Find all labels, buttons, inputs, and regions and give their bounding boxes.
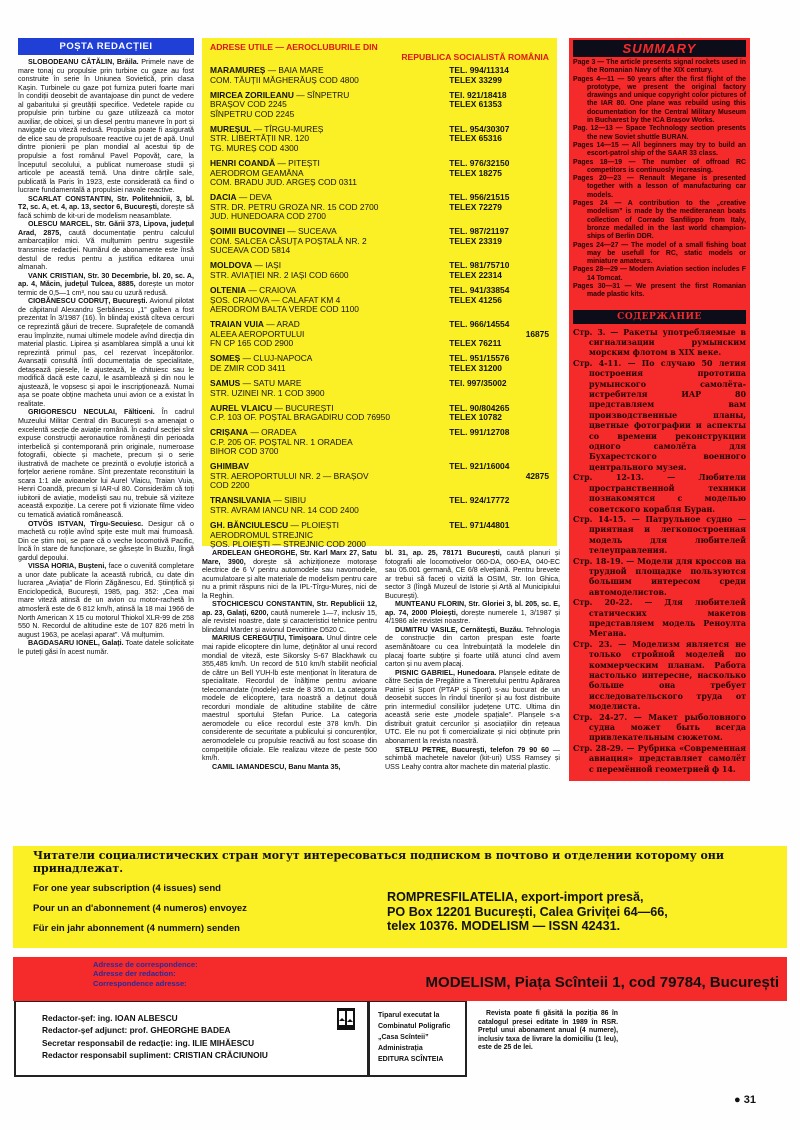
aeroclub-phone: TELEX 72279 (449, 201, 502, 212)
aeroclub-city: — PLOIEȘTI (288, 520, 339, 531)
print-line: Tiparul executat la (378, 1012, 440, 1019)
aeroclub-name: DACIA (210, 192, 237, 203)
aeroclub-address-line: JUD. HUNEDOARA COD 2700 (210, 211, 326, 222)
reader-letter (18, 58, 194, 195)
letter-author: OLESCU MARCEL, Str. Gării 373, Lipova, județul Arad, 2875, (18, 220, 194, 237)
aeroclub-entry (210, 227, 549, 256)
reader-letter (202, 634, 377, 762)
posta-redactiei-header: POȘTA REDACȚIEI (18, 38, 194, 55)
russian-contents-list (573, 328, 746, 775)
subscription-line-de: Für ein jahr abonnement (4 nummern) senden (33, 923, 240, 934)
aeroclub-address-line: STR. AVIAȚIEI NR. 2 IAȘI COD 6600 (210, 270, 349, 281)
aeroclub-entry (210, 193, 549, 222)
aeroclub-name: HENRI COANDĂ (210, 157, 276, 168)
aeroclub-entry (210, 354, 549, 373)
aeroclub-name: SAMUS (210, 377, 241, 388)
letter-text: dorește un motor termic de 0,5—1 cm³, nou sau cu uzură redusă. (18, 280, 194, 297)
aeroclub-address-line: BRAȘOV COD 2245 (210, 99, 287, 110)
aeroclub-address-line: COM. SALCEA CĂSUȚA POȘTALĂ NR. 2 (210, 235, 367, 246)
summary-item: Page 3 — The article presents signal rockets used in the Romanian Navy of the XIX century. (573, 59, 746, 75)
aeroclub-entry (210, 125, 549, 154)
aeroclub-name: OLTENIA (210, 285, 247, 296)
aeroclub-address (210, 521, 449, 550)
aeroclub-phone: TELEX 22314 (449, 270, 502, 281)
letter-text: caută documentație pentru calculul ambarcațiilor mici. Vă mulțumim pentru sugestiile transmise redacției. Numărul de abonamente este însă destul de redus pentru a justifica editarea unui almanah. (18, 228, 194, 272)
aeroclub-phone: TEl. 921/18418 (449, 89, 507, 100)
aeroclub-phone: TEL. 981/75710 (449, 260, 510, 271)
aeroclub-phone: TELEX 18275 (449, 167, 502, 178)
reader-letter (202, 763, 377, 772)
page-number: ● 31 (734, 1094, 756, 1106)
reader-letter (202, 549, 377, 600)
aeroclub-contacts (449, 159, 549, 188)
addresses-title-line1: ADRESE UTILE — AEROCLUBURILE DIN (210, 42, 378, 52)
correspondence-label: Adresse der redaction: (93, 969, 176, 979)
aeroclub-city: — DEVA (236, 192, 272, 203)
summary-item: Pag. 12—13 — Space Technology section presents the new Soviet shuttle BURAN. (573, 125, 746, 141)
aeroclub-address-line: ȘOS. PLOIEȘTI — STREJNIC COD 2000 (210, 539, 366, 550)
russian-contents-item: Стр. 3. — Ракеты употребляемые в сигнализации румынским морским флотом в XIX веке. (573, 327, 746, 358)
reader-letter (385, 626, 560, 669)
aeroclub-contacts (449, 91, 549, 120)
aeroclub-contacts (449, 227, 549, 256)
aeroclub-contacts (449, 66, 549, 85)
aeroclub-contacts (449, 125, 549, 154)
aeroclub-address (210, 66, 449, 85)
aeroclub-phone: 42875 (525, 470, 549, 481)
aeroclub-phone: TEL. 991/12708 (449, 427, 510, 438)
aeroclub-address-line: AERODROM BALTA VERDE COD 1100 (210, 304, 359, 315)
addresses-title-line2: REPUBLICA SOCIALISTĂ ROMÂNIA (401, 52, 549, 62)
aeroclub-address (210, 193, 449, 222)
letter-author: SCARLAT CONSTANTIN, Str. Politehnicii, 3, bl. T2, sc. A, et. 4, ap. 13, sector 6, București, (18, 194, 194, 212)
aeroclub-address-line: STR. DR. PETRU GROZA NR. 15 COD 2700 (210, 201, 379, 212)
print-line: Combinatul Poligrafic (378, 1023, 451, 1030)
summary-item: Pages 28—29 — Modern Aviation section includes F 14 Tomcat. (573, 266, 746, 282)
aeroclub-address (210, 428, 449, 457)
aeroclub-phone: TELEX 76211 (449, 338, 502, 349)
aeroclub-name: MIRCEA ZORILEANU (210, 89, 294, 100)
aeroclub-name: CRIȘANA (210, 427, 249, 438)
aeroclub-name: GH. BĂNCIULESCU (210, 520, 289, 531)
aeroclub-entry (210, 428, 549, 457)
aeroclub-entry (210, 66, 549, 85)
aeroclub-name: MUREȘUL (210, 123, 252, 134)
letter-text: Primele nave de mare tonaj cu propulsie prin turbine cu gaze au fost construite în serie în Uniunea Sovietică, prin clasa Kașin. Turbinele cu gaze pot furniza puteri foarte mari în condiții deosebit de avantajoase din punct de vedere al gabaritului și greutății specifice. Vedetele rapide cu propulsie prin turbine cu gaze utilizează ca motor auxiliar, de obicei, și un diesel pentru manevre în port și navigație cu viteză redusă. Propulsia poate fi asigurată de elice sau de propulsoare reactive cu jet de apă. Unul dintre pionierii pe plan mondial al acestui tip de propulsie a fost românul Pavel Popovăț, care, la începutul secolului, a publicat numeroase studii și articole pe această temă. Una dintre cărțile sale, publicată la Paris în 1923, este considerată ca fiind o lucrare fundamentală a propulsiei navale reactive. (18, 58, 194, 195)
correspondence-label: Adresse de correspondence: (93, 960, 198, 969)
aeroclub-city: — SATU MARE (240, 377, 302, 388)
aeroclub-phone: TEl. 997/35002 (449, 377, 507, 388)
aeroclub-name: ȘOIMII BUCOVINEI (210, 226, 285, 237)
print-line: EDITURA SCÎNTEIA (378, 1056, 444, 1063)
letter-author: OTVÖS ISTVAN, Tîrgu-Secuiesc. (28, 519, 144, 528)
aeroclub-phone: TEL. 987/21197 (449, 226, 509, 237)
aeroclub-phone: TEL. 976/32150 (449, 157, 510, 168)
russian-contents-item: Стр. 4-11. — По случаю 50 летия построения прототипа румынского самолёта-истребителя ИАР 80 представляем вам производственные планы, цветные фотографии и аспекты со времени реконструкции одного самолёта для Бухарестского военного центрального музея. (573, 358, 746, 472)
aeroclub-address-line: C.P. 103 OF. POȘTAL BRAGADIRU COD 76950 (210, 412, 390, 423)
aeroclub-address-line: FN CP 165 COD 2900 (210, 338, 294, 349)
letter-author: DUMITRU VASILE, Cernătești, Buzău. (395, 625, 524, 634)
aeroclub-contacts (449, 428, 549, 457)
printing-info-box (369, 1001, 467, 1077)
letter-author: VISSA HORIA, Bușteni, (28, 562, 107, 571)
reader-letter (385, 600, 560, 626)
reader-letter (18, 639, 194, 656)
reader-letter (18, 272, 194, 298)
aeroclub-address-line: SUCEAVA COD 5814 (210, 245, 291, 256)
aeroclub-contacts (449, 193, 549, 222)
aeroclub-address (210, 91, 449, 120)
aeroclub-phone: TEL. 941/33854 (449, 285, 510, 296)
aeroclub-phone: TELEX 10782 (449, 412, 502, 423)
russian-contents-header: СОДЕРЖАНИЕ (573, 310, 746, 324)
subscription-line-fr: Pour un an d'abonnement (4 numeros) envoyez (33, 903, 247, 914)
aeroclub-contacts (449, 261, 549, 280)
aeroclub-address-line: TG. MUREȘ COD 4300 (210, 142, 299, 153)
aeroclub-phone: TELEX 31200 (449, 362, 502, 373)
letter-text: — schimbă machetele navelor (kit-uri) USS Ramsey și USS Leahy contra altor machete din material plastic. (385, 745, 560, 771)
subscription-address-line: telex 10376. MODELISM — ISSN 42431. (387, 919, 621, 933)
aeroclub-city: — SIBIU (271, 495, 307, 506)
letter-author: GRIGORESCU NECULAI, Fălticeni. (28, 408, 155, 417)
summary-item: Pages 14—15 — All beginners may try to build an escort-patrol ship of the SAAR 33 class. (573, 141, 746, 158)
aeroclub-address (210, 496, 449, 515)
aeroclub-list (210, 66, 549, 550)
summary-item: Pages 4—11 — 50 years after the first flight of the prototype, we present the original factory drawings and unique copyright color pictures of the IAR 80. One plane was rebuild using this documentation for the Central Military Museum in Bucharest by the ICA Brașov Works. (573, 75, 746, 125)
subscription-line-en: For one year subscription (4 issues) send (33, 883, 221, 894)
aeroclub-address (210, 379, 449, 398)
letter-author: SLOBODEANU CĂTĂLIN, Brăila. (28, 58, 139, 66)
aeroclub-phone: TEL. 954/30307 (449, 123, 510, 134)
letter-author: bl. 31, ap. 25, 78171 București, (385, 549, 502, 557)
russian-contents-item: Стр. 12-13. — Любители пространственной техники познакомятся с моделью советского корабля Буран. (573, 473, 746, 514)
summary-item: Pages 20—23 — Renault Megane is presented together with a lesson of manufacturing car models. (573, 175, 746, 199)
summary-item: Pages 30—31 — We present the first Romanian made plastic kits. (573, 283, 746, 299)
aeroclub-phone: TEL. 90/804265 (449, 402, 510, 413)
aeroclub-contacts (449, 404, 549, 423)
supplement-editor: Redactor responsabil supliment: CRISTIAN CRĂCIUNOIU (42, 1049, 268, 1060)
mid-letters-column-2 (385, 549, 560, 771)
aeroclub-phone: TELEX 41256 (449, 294, 502, 305)
book-logo-icon (337, 1008, 355, 1030)
aeroclub-address (210, 320, 449, 349)
aeroclub-entry (210, 320, 549, 349)
aeroclub-city: — IAȘI (252, 260, 282, 271)
aeroclub-phone: TELEX 61353 (449, 99, 502, 110)
editorial-staff-box (14, 1001, 369, 1077)
aeroclub-city: — ARAD (263, 319, 300, 330)
aeroclub-address-line: STR. AEROPORTULUI NR. 2 — BRAȘOV (210, 470, 369, 481)
aeroclub-name: GHIMBAV (210, 461, 249, 472)
aeroclub-city: — BUCUREȘTI (272, 402, 334, 413)
print-line: „Casa Scînteii” (378, 1034, 429, 1041)
russian-contents-item: Стр. 23. — Моделизм является не только стройной моделей по коммерческим планам. Работа настолько интересне, насколько больше она требует исследовательского труда от моделиста. (573, 639, 746, 712)
subscription-language-lines (33, 883, 247, 943)
reader-letter (18, 520, 194, 563)
correspondence-label: Correspondence adresse: (93, 978, 187, 988)
aeroclub-name: SOMEȘ (210, 353, 241, 364)
aeroclub-address-line: COD 2200 (210, 480, 250, 491)
russian-contents-item: Стр. 28-29. — Рубрика «Современная авиация» представляет самолёт с перемённой геометрией ф 14. (573, 743, 746, 774)
aeroclub-address (210, 354, 449, 373)
aeroclub-city: — TÎRGU-MUREȘ (251, 123, 324, 134)
letter-author: VANK CRISTIAN, Str. 30 Decembrie, bl. 20, sc. A, ap. 4, Măcin, județul Tulcea, 8885, (18, 271, 194, 289)
aeroclub-city: — SÎNPETRU (293, 89, 350, 100)
aeroclub-entry (210, 159, 549, 188)
letter-text: În cadrul Muzeului Militar Central din București s-a amenajat o excelentă secție de aviație română. În cadrul secției sînt expuse construcții aeronautice românești din perioada interbelică și contemporană prin originale, numeroase fotografii, obiecte și machete, precum și o serie ilustrativă de machete ce prezintă o evoluție istorică a forțelor aeriene române. Sînt prezentate reconstituiri la scara 1:1 ale avioanelor lui Aurel Vlaicu, Traian Vuia, Henri Coandă, precum și IAR-ul 80. Considerăm că toți iubitorii de aviație, modeliști sau nu, trebuie să viziteze această expoziție. La cerere pot fi vizionate filme video cu tematică aviatică românească. (18, 408, 194, 519)
reader-letter (18, 195, 194, 221)
aeroclub-address (210, 261, 449, 280)
letter-author: ARDELEAN GHEORGHE, Str. Karl Marx 27, Satu Mare, 3900, (202, 549, 377, 566)
aeroclub-phone: TELEX 23319 (449, 235, 502, 246)
summary-item: Pages 24 — A contribution to the „creative modelism” is made by the mediteranean boats collection of Corrado Sanfilippo from Italy, bronze medalled in the last world champion-ships of Berlin DDR. (573, 200, 746, 241)
reader-letter (18, 297, 194, 408)
subscription-band (13, 846, 787, 948)
subscription-address-line: ROMPRESFILATELIA, export-import presă, (387, 890, 644, 904)
letter-text: caută numerele 1—7, inclusiv 15, ale revistei noastre, date și caracteristici tehnice pentru blindatul Marder și avionul Devoittine D520 C. (202, 608, 377, 634)
letter-text: dorește numerele 1, 3/1987 și 4/1986 ale revistei noastre. (385, 608, 561, 626)
letter-text: dorește să achiziționeze motorașe electrice de 6 V pentru automodele sau navomodele, acumulatoare și alte materiale de modelism pentru care nu a primit răspuns nici de la IPL-Tîrgu-Mureș, nici de la Reghin. (202, 557, 377, 600)
aeroclub-phone: TEL. 971/44801 (449, 520, 510, 531)
letter-text: Toate datele solicitate le puteți găsi în acest număr. (18, 639, 194, 656)
summary-column (569, 38, 750, 781)
aeroclub-contacts (449, 320, 549, 349)
correspondence-address: MODELISM, Piața Scînteii 1, cod 79784, București (425, 974, 779, 991)
deputy-editor: Redactor-șef adjunct: prof. GHEORGHE BADEA (42, 1025, 231, 1036)
aeroclub-address-line: AERODROMUL STREJNIC (210, 529, 313, 540)
aeroclub-contacts (449, 462, 549, 491)
aeroclub-city: — CLUJ-NAPOCA (240, 353, 313, 364)
posta-redactiei-column (18, 38, 194, 656)
aeroclub-entry (210, 404, 549, 423)
summary-item: Pages 18—19 — The number of offroad RC competitors is continuosly increasing. (573, 158, 746, 174)
aeroclub-address-line: AERODROM GEAMĂNA (210, 167, 304, 178)
subscription-russian-note: Читатели социалистических стран могут интересоваться подписком в почтово и отделении которому они принадлежат. (33, 849, 724, 875)
letter-author: STOCHICESCU CONSTANTIN, Str. Republicii 12, ap. 23, Galați, 6200, (202, 600, 377, 617)
russian-contents-item: Стр. 24-27. — Макет рыболовного судна может быть всегда привлекательным сюжетом. (573, 712, 746, 743)
aeroclub-address-line: STR. UZINEI NR. 1 COD 3900 (210, 387, 325, 398)
aeroclub-entry (210, 286, 549, 315)
aeroclub-address (210, 227, 449, 256)
aeroclub-entry (210, 521, 549, 550)
aeroclub-city: — BAIA MARE (265, 65, 324, 75)
reader-letter (385, 746, 560, 772)
letter-text: Planșele editate de către Secția de Pregătire a Tineretului pentru Apărarea Patriei și Sport (PTAP și Sport) s-au bucurat de un deosebit succes în rîndul tinerilor și au fost distribuite prin intermediul consiliilor județene UTC. Ultima din această serie este „modele spațiale”. Planșele s-a distribuit gratuit cercurilor și asociațiilor din rețeaua UTC. Ele nu pot fi comercializate și nici obținute prin abonament la revista noastră. (385, 668, 560, 746)
aeroclub-address-line: BIHOR COD 3700 (210, 446, 279, 457)
summary-item: Pages 24—27 — The model of a small fishing boat may be usefull for RC, static models or miniature amateurs. (573, 241, 746, 266)
russian-contents-item: Стр. 20-22. — Для любителей статических макетов представляем модель Реноулта Мегана. (573, 598, 746, 639)
aeroclub-address-line: SÎNPETRU COD 2245 (210, 108, 295, 119)
aeroclub-phone: TELEX 33299 (449, 74, 502, 85)
aeroclub-addresses-box (202, 38, 557, 550)
mid-letters-column-1 (202, 549, 377, 771)
correspondence-labels (93, 960, 198, 1001)
print-line: Administrația (378, 1045, 423, 1052)
letter-author: BAGDASARU IONEL, Galați. (28, 639, 124, 648)
summary-header: SUMMARY (573, 40, 746, 57)
aeroclub-address-line: DE ZMIR COD 3411 (210, 362, 286, 373)
letter-author: PISNIC GABRIEL, Hunedoara. (395, 668, 497, 677)
aeroclub-phone: TEL. 924/17772 (449, 495, 510, 506)
aeroclub-city: — CRAIOVA (246, 285, 297, 296)
aeroclub-address (210, 159, 449, 188)
summary-list (573, 59, 746, 300)
subscription-address (387, 883, 767, 943)
aeroclub-address (210, 462, 449, 491)
aeroclub-phone: TEL. 966/14554 (449, 319, 510, 330)
reader-letter (202, 600, 377, 634)
aeroclub-address-line: ȘOS. CRAIOVA — CALAFAT KM 4 (210, 294, 341, 305)
aeroclub-address-line: C.P. 205 OF. POȘTAL NR. 1 ORADEA (210, 436, 353, 447)
letter-text: dorește să facă schimb de kit-uri de modelism neasamblate. (18, 203, 194, 220)
editor-in-chief: Redactor-șef: ing. IOAN ALBESCU (42, 1013, 178, 1023)
aeroclub-phone: TEL. 921/16004 (449, 461, 510, 472)
aeroclub-address-line: STR. AVRAM IANCU NR. 14 COD 2400 (210, 505, 359, 516)
aeroclub-phone: 16875 (525, 328, 549, 339)
aeroclub-entry (210, 496, 549, 515)
aeroclub-name: TRANSILVANIA (210, 495, 272, 506)
aeroclub-address-line: STR. LIBERTĂȚII NR. 120 (210, 133, 309, 144)
subscription-price-note: Revista poate fi găsită la poziția 86 în catalogul presei editate în 1989 în RSR. Prețul unui abonament anual (4 numere), inclusiv taxa de livrare la domiciliu (1 leu), este de 25 de lei. (478, 1010, 618, 1052)
aeroclub-address (210, 404, 449, 423)
aeroclub-phone: TEL. 951/15576 (449, 353, 510, 364)
reader-letter (18, 220, 194, 271)
letter-text: Tehnologia de construcție din carton prespan este foarte asemănătoare cu cea întrebuințată la modelele din placaj foarte subțire și foarte utilă atunci cînd avem carton și nu avem placaj. (385, 625, 560, 669)
subscription-address-line: PO Box 12201 București, Calea Griviței 64—66, (387, 904, 668, 919)
aeroclub-name: MARAMUREȘ (210, 65, 266, 75)
russian-contents-item: Стр. 18-19. — Модели для кроссов на трудной площадке пользуются большим интересом среди автомоделистов. (573, 556, 746, 597)
aeroclub-name: TRAIAN VUIA (210, 319, 264, 330)
letter-text: Desigur că o machetă cu roțile avînd spițe este mult mai frumoasă. Din ce știm noi, se pare că o veche locomotivă Pacific, încă în stare de funcționare, se găsește în Buzău, lîngă gardul depoului. (18, 519, 195, 562)
aeroclub-city: — SUCEAVA (284, 226, 337, 237)
aeroclub-phone: TEL. 956/21515 (449, 192, 510, 203)
reader-letter (385, 549, 560, 600)
letter-author: MUNTEANU FLORIN, Str. Gloriei 3, bl. 205, sc. E, ap. 74, 2000 Ploiești, (385, 600, 560, 617)
letter-author: MARIUS CEREGUȚIU, Timișoara. (212, 634, 325, 643)
aeroclub-contacts (449, 496, 549, 515)
aeroclub-contacts (449, 521, 549, 550)
aeroclub-phone: TEL. 994/11314 (449, 65, 509, 75)
letter-author: STELU PETRE, București, telefon 79 90 60 (395, 745, 549, 754)
aeroclub-entry (210, 91, 549, 120)
reader-letter (18, 408, 194, 519)
letter-text: face o cuvenită completare a unor date publicate la această rubrică, cu date din lucrarea „Aviația” de Florin Zăgănescu, Ed. Științifică și Enciclopedică, București, 1985, pag. 352: „Cea mai mare viteză atinsă de un avion cu motor-rachetă în atmosferă este de 6 812 km/h, atinsă la 18 mai 1966 de North American X 15 cu motorul Thiokol XLR-99 de 258 550 N. Recordul de altitudine este de 107 826 metri în august 1963, pe același aparat”. Vă mulțumim. (18, 562, 195, 639)
reader-letter (18, 562, 194, 639)
aeroclub-contacts (449, 286, 549, 315)
posta-letters-list (18, 58, 194, 656)
aeroclub-name: MOLDOVA (210, 260, 253, 271)
aeroclub-address (210, 286, 449, 315)
aeroclub-address (210, 125, 449, 154)
aeroclub-contacts (449, 379, 549, 398)
mid-letters (202, 549, 560, 771)
correspondence-band (13, 957, 787, 1001)
letter-text: Avionul pilotat de căpitanul Alexandru Șerbănescu „1” galben a fost prezentat în 3/1987 (16). În blindaj există cîteva cercuri ce reprezintă găuri de trecere. Suprafețele de comandă erau împînzite, numai ultimele modele avînd direcția din material plastic. Lipirea și asamblarea simplă a unui kit reprezintă primul pas, cel rezervat începătorilor. Avansații consultă întîi documentația de specialitate, detașează piesele, le ajustează, le chituiesc sau le modifică dacă este cazul, le asamblează și din nou le ajustează, le vopsesc și apoi le inscripționează. Numai așa se poate obține macheta unui avion ce a existat în realitate. (18, 297, 194, 408)
aeroclub-entry (210, 379, 549, 398)
letter-text: Unul dintre cele mai rapide elicoptere din lume, deținător al unui record mondial de viteză, este Sikorsky S-67 Blackhawk cu 355,485 km/h. Un record de 510 km/h stabilit neoficial de către un Bell YUH-lb este menționat în literatura de specialitate. Recordul de înălțime pentru avioane telecomandate (modele) este de 8 350 m. La categoria modele de elicoptere, țara noastră a deținut două recorduri mondiale de altitudine stabilite de către maestrul sportului Ștefan Purice. La categoria aeromodele cu elice recordul este 378 km/h. Din considerente de securitate a publicului și concurenților, aeromodelele cu propulsie reactivă au fost scoase din competițiile oficiale. Ele realizau viteze de peste 500 km/h. (202, 634, 377, 763)
letter-author: CIOBĂNESCU CODRUȚ, București. (28, 297, 148, 306)
aeroclub-phone: TELEX 65316 (449, 133, 502, 144)
letter-author: CAMIL IAMANDESCU, Banu Manta 35, (212, 762, 341, 771)
aeroclub-entry (210, 462, 549, 491)
russian-contents-item: Стр. 14-15. — Патрульное судно — приятная и легкопостроенная модель для любителей телеуправления. (573, 514, 746, 556)
aeroclub-entry (210, 261, 549, 280)
aeroclub-contacts (449, 354, 549, 373)
letter-text: caută planuri și fotografii ale locomotivelor 060-DA, 060-EA, 040-EC sau 05.001 germană, CE 6/8 elvețiană. Pentru brevete ar trebui să faceți o vizită la OSIM, Str. Ion Ghica, sector 3 (lîngă Muzeul de Istorie și Artă al Municipiului București). (385, 549, 560, 600)
aeroclub-address-line: COM. BRADU JUD. ARGEȘ COD 0311 (210, 177, 357, 188)
aeroclub-city: — PITEȘTI (275, 157, 320, 168)
aeroclub-city: — ORADEA (248, 427, 297, 438)
aeroclub-address-line: COM. TĂUȚII MĂGHERĂUȘ COD 4800 (210, 74, 359, 85)
editorial-secretary: Secretar responsabil de redacție: ing. ILIE MIHĂESCU (42, 1037, 255, 1048)
reader-letter (385, 669, 560, 746)
aeroclub-address-line: ALEEA AEROPORTULUI (210, 328, 305, 339)
aeroclub-name: AUREL VLAICU (210, 402, 273, 413)
